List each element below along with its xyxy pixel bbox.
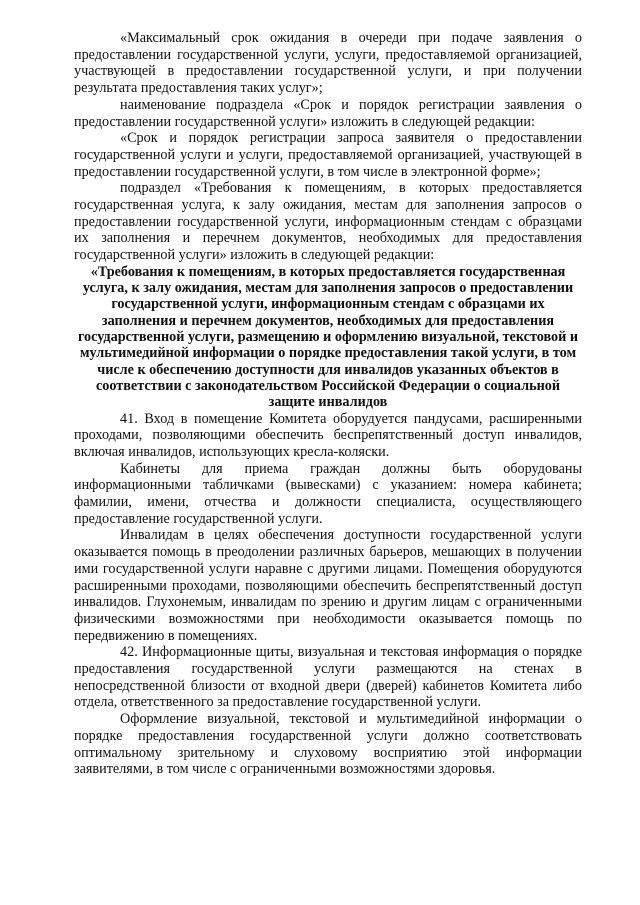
paragraph-max-wait-time: «Максимальный срок ожидания в очереди при подаче заявления о предоставлении государственной услуги, услуги, предоставляемой организацией, участвующей в предоставлении государственной услуги, и при получении результата предоставления таких услуг»; xyxy=(74,30,582,97)
paragraph-subsection-premises-requirements: подраздел «Требования к помещениям, в которых предоставляется государственная услуга, к залу ожидания, местам для заполнения запросов о предоставлении государственной услуги, информационным стендам с образцами их заполнения и перечнем документов, необходимых для предоставления государственной услуги» изложить в следующей редакции: xyxy=(74,180,582,264)
paragraph-item-42-info-boards: 42. Информационные щиты, визуальная и текстовая информация о порядке предоставления государственной услуги размещаются на стенах в непосредственной близости от входной двери (дверей) кабинетов Комитета либо отдела, ответственного за предоставление государственной услуги. xyxy=(74,644,582,711)
paragraph-offices-signage: Кабинеты для приема граждан должны быть оборудованы информационными табличками (вывесками) с указанием: номера кабинета; фамилии, имени, отчества и должности специалиста, осуществляющего предоставление государственной услуги. xyxy=(74,460,582,527)
paragraph-visual-info-design: Оформление визуальной, текстовой и мультимедийной информации о порядке предоставления государственной услуги должно соответствовать оптимальному зрительному и слуховому восприятию этой информации заявителями, в том числе с ограниченными возможностями здоровья. xyxy=(74,711,582,778)
paragraph-subsection-name-registration: наименование подраздела «Срок и порядок регистрации заявления о предоставлении государственной услуги» изложить в следующей редакции: xyxy=(74,96,582,130)
section-heading-premises-requirements: «Требования к помещениям, в которых предоставляется государственная услуга, к залу ожидания, местам для заполнения запросов о предоставлении государственной услуги, информационным стендам с образцами их заполнения и перечнем документов, необходимых для предоставления государственной услуги, размещению и оформлению визуальной, текстовой и мультимедийной информации о порядке предоставления такой услуги, в том числе к обеспечению доступности для инвалидов указанных объектов в соответствии с законодательством Российской Федерации о социальной защите инвалидов xyxy=(77,263,579,411)
paragraph-item-41-entrance: 41. Вход в помещение Комитета оборудуется пандусами, расширенными проходами, позволяющими обеспечить беспрепятственный доступ инвалидов, включая инвалидов, использующих кресла-коляски. xyxy=(74,410,582,460)
paragraph-registration-new-wording: «Срок и порядок регистрации запроса заявителя о предоставлении государственной услуги и услуги, предоставляемой организацией, участвующей в предоставлении государственной услуги, в том числе в электронной форме»; xyxy=(74,130,582,180)
paragraph-disabled-assistance: Инвалидам в целях обеспечения доступности государственной услуги оказывается помощь в преодолении различных барьеров, мешающих в получении ими государственной услуги наравне с другими лицами. Помещения оборудуются расширенными проходами, позволяющими обеспечить беспрепятственный доступ инвалидов. Глухонемым, инвалидам по зрению и другим лицам с ограниченными физическими возможностями при необходимости оказывается помощь по передвижению в помещениях. xyxy=(74,527,582,644)
